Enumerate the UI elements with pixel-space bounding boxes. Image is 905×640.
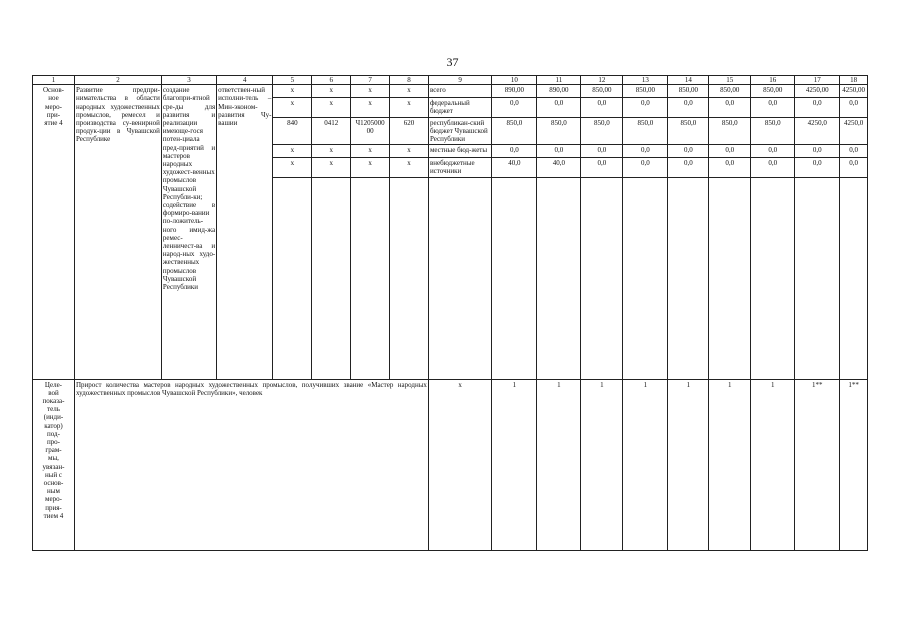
expense-type-cell: x xyxy=(390,145,429,158)
value-cell: 0,0 xyxy=(492,145,537,158)
value-cell: 850,0 xyxy=(751,117,795,145)
value-cell: 0,0 xyxy=(492,98,537,117)
header-cell: 5 xyxy=(273,76,312,85)
expense-type-cell: 620 xyxy=(390,117,429,145)
measure-goal-cell: создание благопри-ятной сре-ды для развития и реализации имеющe-гося потен-циала пред-приятий и мастеров народных художест-венных промыслов Чувашской Республи-ки; содействие в формиро-вании по-ложитель-ного имид-жа ремес-ленничест-ва и народ-ных худо-жественных промыслов Чувашской Республики xyxy=(161,85,216,379)
header-cell: 2 xyxy=(74,76,161,85)
header-cell: 13 xyxy=(623,76,668,85)
grbs-cell: x xyxy=(273,145,312,158)
value-cell: 850,0 xyxy=(492,117,537,145)
value-cell: 0,0 xyxy=(623,98,668,117)
funding-source-cell: всего xyxy=(428,85,491,98)
expense-type-cell: x xyxy=(390,98,429,117)
measure-name-cell: Основ- ное меро- при- ятие 4 xyxy=(33,85,75,379)
value-cell: 0,0 xyxy=(795,145,840,158)
funding-source-cell: местные бюд-жеты xyxy=(428,145,491,158)
measure-description-cell: Развитие предпри-нимательства в области народных художественных промыслов, ремесел и производства су-венирной продук-ции в Чувашской Республике xyxy=(74,85,161,379)
empty-cell xyxy=(273,177,312,379)
empty-cell xyxy=(709,177,751,379)
funding-source-cell: федеральный бюджет xyxy=(428,98,491,117)
empty-cell xyxy=(623,177,668,379)
header-cell: 14 xyxy=(668,76,709,85)
value-cell: 0,0 xyxy=(751,158,795,177)
table-row xyxy=(33,85,868,98)
responsible-executor-cell: ответствен-ный исполни-тель – Мин-эконом-развития Чу-вашии xyxy=(217,85,273,379)
value-cell: 850,00 xyxy=(668,85,709,98)
header-cell: 17 xyxy=(795,76,840,85)
value-cell: 850,00 xyxy=(581,85,623,98)
header-cell: 4 xyxy=(217,76,273,85)
header-cell: 15 xyxy=(709,76,751,85)
indicator-value-cell: 1 xyxy=(668,379,709,550)
value-cell: 850,0 xyxy=(668,117,709,145)
value-cell: 850,0 xyxy=(537,117,581,145)
value-cell: 850,0 xyxy=(581,117,623,145)
grbs-cell: x xyxy=(273,98,312,117)
target-article-cell: x xyxy=(351,158,390,177)
header-cell: 10 xyxy=(492,76,537,85)
header-cell: 18 xyxy=(840,76,868,85)
section-cell: x xyxy=(312,158,351,177)
value-cell: 0,0 xyxy=(751,98,795,117)
empty-cell xyxy=(492,177,537,379)
empty-cell xyxy=(312,177,351,379)
value-cell: 0,0 xyxy=(709,158,751,177)
indicator-value-cell: 1** xyxy=(795,379,840,550)
value-cell: 0,0 xyxy=(581,98,623,117)
empty-cell xyxy=(795,177,840,379)
page-number: 37 xyxy=(446,55,459,69)
section-cell: x xyxy=(312,85,351,98)
value-cell: 0,0 xyxy=(581,145,623,158)
empty-cell xyxy=(581,177,623,379)
value-cell: 0,0 xyxy=(840,98,868,117)
header-cell: 6 xyxy=(312,76,351,85)
indicator-value-cell: 1 xyxy=(492,379,537,550)
header-cell: 8 xyxy=(390,76,429,85)
value-cell: 40,0 xyxy=(537,158,581,177)
header-cell: 3 xyxy=(161,76,216,85)
section-cell: x xyxy=(312,98,351,117)
grbs-cell: 840 xyxy=(273,117,312,145)
value-cell: 0,0 xyxy=(668,98,709,117)
value-cell: 850,00 xyxy=(751,85,795,98)
indicator-value-cell: 1 xyxy=(581,379,623,550)
value-cell: 850,00 xyxy=(623,85,668,98)
section-cell: x xyxy=(312,145,351,158)
header-cell: 9 xyxy=(428,76,491,85)
value-cell: 890,00 xyxy=(537,85,581,98)
value-cell: 0,0 xyxy=(795,98,840,117)
value-cell: 0,0 xyxy=(537,145,581,158)
target-article-cell: x xyxy=(351,98,390,117)
value-cell: 0,0 xyxy=(537,98,581,117)
value-cell: 0,0 xyxy=(581,158,623,177)
header-cell: 11 xyxy=(537,76,581,85)
value-cell: 0,0 xyxy=(751,145,795,158)
value-cell: 0,0 xyxy=(840,158,868,177)
indicator-value-cell: 1 xyxy=(623,379,668,550)
value-cell: 890,00 xyxy=(492,85,537,98)
value-cell: 850,00 xyxy=(709,85,751,98)
column-number-row xyxy=(33,76,868,85)
indicator-value-cell: 1 xyxy=(709,379,751,550)
value-cell: 4250,00 xyxy=(795,85,840,98)
empty-cell xyxy=(840,177,868,379)
value-cell: 40,0 xyxy=(492,158,537,177)
value-cell: 0,0 xyxy=(668,158,709,177)
header-cell: 16 xyxy=(751,76,795,85)
target-article-cell: x xyxy=(351,145,390,158)
indicator-source-cell: x xyxy=(428,379,491,550)
value-cell: 850,0 xyxy=(623,117,668,145)
value-cell: 0,0 xyxy=(668,145,709,158)
indicator-label-cell: Целе- вой показа- тель (инди- катор) под- про- грам- мы, увязан- ный с основ- ным меро- прия- тием 4 xyxy=(33,379,75,550)
header-cell: 1 xyxy=(33,76,75,85)
empty-cell xyxy=(390,177,429,379)
expense-type-cell: x xyxy=(390,85,429,98)
indicator-text-cell: Прирост количества мастеров народных художественных промыслов, получивших звание «Мастер народных художественных промыслов Чувашской Республики», человек xyxy=(74,379,428,550)
header-cell: 12 xyxy=(581,76,623,85)
indicator-value-cell: 1 xyxy=(751,379,795,550)
header-cell: 7 xyxy=(351,76,390,85)
expense-type-cell: x xyxy=(390,158,429,177)
empty-cell xyxy=(351,177,390,379)
indicator-value-cell: 1** xyxy=(840,379,868,550)
grbs-cell: x xyxy=(273,85,312,98)
indicator-row xyxy=(33,379,868,550)
value-cell: 4250,0 xyxy=(840,117,868,145)
funding-source-cell: республикан-ский бюджет Чувашской Республики xyxy=(428,117,491,145)
value-cell: 4250,00 xyxy=(840,85,868,98)
empty-cell xyxy=(751,177,795,379)
grbs-cell: x xyxy=(273,158,312,177)
value-cell: 0,0 xyxy=(623,145,668,158)
value-cell: 0,0 xyxy=(709,98,751,117)
value-cell: 0,0 xyxy=(709,145,751,158)
empty-cell xyxy=(428,177,491,379)
value-cell: 0,0 xyxy=(795,158,840,177)
value-cell: 0,0 xyxy=(840,145,868,158)
section-cell: 0412 xyxy=(312,117,351,145)
value-cell: 850,0 xyxy=(709,117,751,145)
value-cell: 4250,0 xyxy=(795,117,840,145)
target-article-cell: Ч1205000 00 xyxy=(351,117,390,145)
empty-cell xyxy=(537,177,581,379)
empty-cell xyxy=(668,177,709,379)
value-cell: 0,0 xyxy=(623,158,668,177)
funding-source-cell: внебюджетные источники xyxy=(428,158,491,177)
target-article-cell: x xyxy=(351,85,390,98)
indicator-value-cell: 1 xyxy=(537,379,581,550)
program-table xyxy=(32,75,868,551)
